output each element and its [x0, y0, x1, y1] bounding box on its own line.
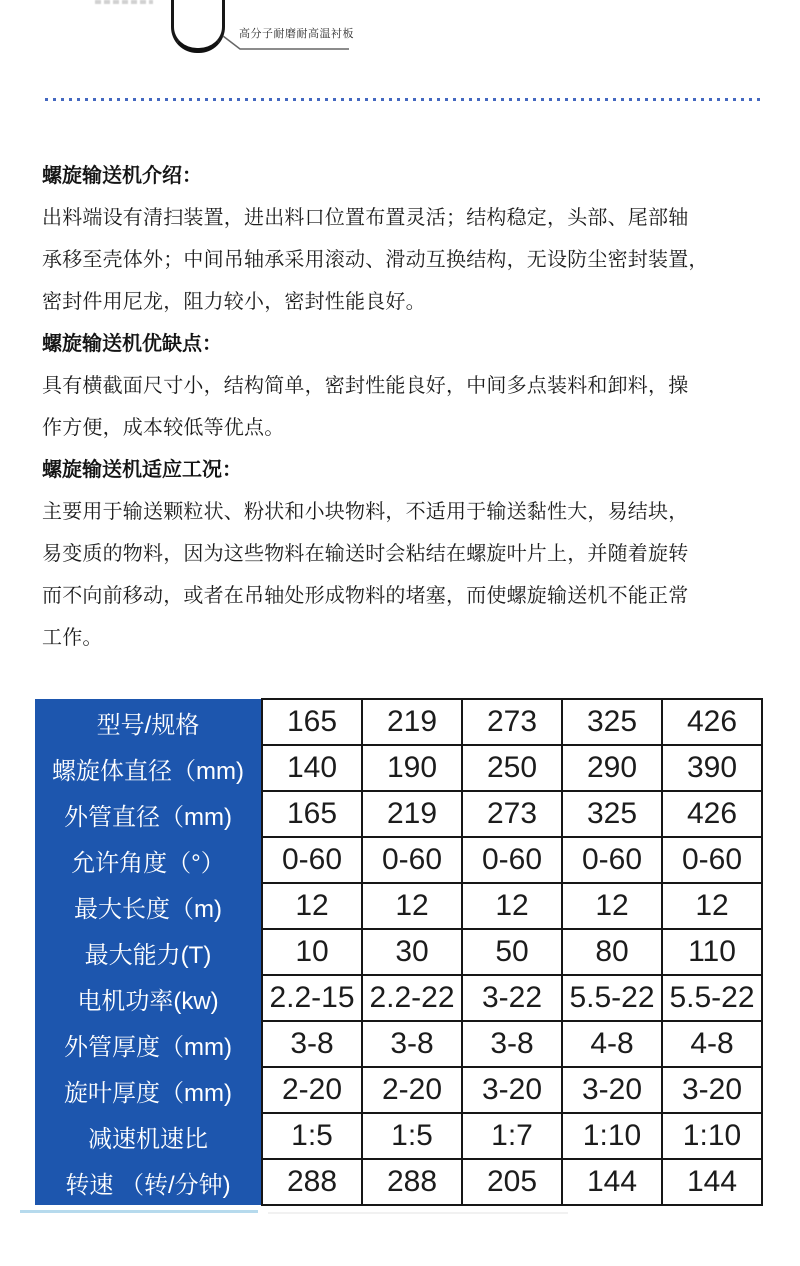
section-text-line: 出料端设有清扫装置，进出料口位置布置灵活；结构稳定，头部、尾部轴 [42, 207, 689, 229]
row-label: 允许角度（°） [35, 837, 262, 883]
spec-value-cell: 10 [262, 929, 362, 975]
spec-value-cell: 219 [362, 699, 462, 745]
row-label: 最大长度（m) [35, 883, 262, 929]
section-text-line: 具有横截面尺寸小，结构简单，密封性能良好，中间多点装料和卸料，操 [42, 375, 689, 397]
row-label: 最大能力(T) [35, 929, 262, 975]
spec-value-cell: 288 [262, 1159, 362, 1205]
spec-value-cell: 12 [662, 883, 762, 929]
spec-value-cell: 0-60 [662, 837, 762, 883]
spec-value-cell: 12 [262, 883, 362, 929]
table-row [35, 975, 762, 1021]
table-row [35, 1021, 762, 1067]
description-sections [42, 155, 766, 659]
cropped-text-fragment [95, 0, 153, 4]
row-label: 旋叶厚度（mm) [35, 1067, 262, 1113]
spec-value-cell: 0-60 [562, 837, 662, 883]
spec-value-cell: 12 [462, 883, 562, 929]
section-heading: 螺旋输送机优缺点： [42, 333, 222, 355]
spec-value-cell: 110 [662, 929, 762, 975]
spec-value-cell: 1:10 [562, 1113, 662, 1159]
spec-value-cell: 144 [662, 1159, 762, 1205]
spec-value-cell: 2-20 [362, 1067, 462, 1113]
spec-value-cell: 4-8 [662, 1021, 762, 1067]
row-label: 减速机速比 [35, 1113, 262, 1159]
spec-value-cell: 165 [262, 791, 362, 837]
spec-value-cell: 80 [562, 929, 662, 975]
spec-value-cell: 1:7 [462, 1113, 562, 1159]
table-row [35, 837, 762, 883]
table-row [35, 791, 762, 837]
spec-value-cell: 1:10 [662, 1113, 762, 1159]
spec-value-cell: 3-20 [562, 1067, 662, 1113]
spec-value-cell: 3-8 [362, 1021, 462, 1067]
table-row [35, 1113, 762, 1159]
figure-annotation-label: 高分子耐磨耐高温衬板 [239, 28, 354, 40]
spec-value-cell: 5.5-22 [662, 975, 762, 1021]
table-row [35, 1159, 762, 1205]
section-text-line: 承移至壳体外；中间吊轴承采用滚动、滑动互换结构，无设防尘密封装置， [42, 249, 709, 271]
table-row [35, 699, 762, 745]
spec-value-cell: 140 [262, 745, 362, 791]
spec-value-cell: 290 [562, 745, 662, 791]
spec-value-cell: 205 [462, 1159, 562, 1205]
spec-value-cell: 0-60 [262, 837, 362, 883]
row-label: 外管厚度（mm) [35, 1021, 262, 1067]
row-label: 转速 （转/分钟) [35, 1159, 262, 1205]
spec-value-cell: 3-22 [462, 975, 562, 1021]
section-text-line: 主要用于输送颗粒状、粉状和小块物料，不适用于输送黏性大，易结块， [42, 501, 689, 523]
spec-value-cell: 5.5-22 [562, 975, 662, 1021]
spec-value-cell: 1:5 [262, 1113, 362, 1159]
dotted-separator [45, 98, 760, 101]
table-row [35, 745, 762, 791]
spec-value-cell: 325 [562, 791, 662, 837]
spec-value-cell: 0-60 [362, 837, 462, 883]
table-row [35, 883, 762, 929]
spec-table [35, 698, 763, 1206]
spec-value-cell: 12 [362, 883, 462, 929]
spec-value-cell: 3-20 [662, 1067, 762, 1113]
spec-value-cell: 288 [362, 1159, 462, 1205]
table-row [35, 1067, 762, 1113]
spec-value-cell: 2.2-15 [262, 975, 362, 1021]
section-heading: 螺旋输送机介绍： [42, 165, 202, 187]
spec-value-cell: 2-20 [262, 1067, 362, 1113]
section-text-line: 作方便，成本较低等优点。 [42, 417, 285, 439]
spec-value-cell: 165 [262, 699, 362, 745]
section-text-line: 工作。 [42, 627, 103, 649]
spec-value-cell: 1:5 [362, 1113, 462, 1159]
spec-value-cell: 219 [362, 791, 462, 837]
spec-value-cell: 0-60 [462, 837, 562, 883]
spec-value-cell: 3-8 [262, 1021, 362, 1067]
spec-value-cell: 190 [362, 745, 462, 791]
spec-value-cell: 273 [462, 791, 562, 837]
spec-value-cell: 250 [462, 745, 562, 791]
spec-value-cell: 390 [662, 745, 762, 791]
spec-value-cell: 426 [662, 699, 762, 745]
table-row [35, 929, 762, 975]
section-text-line: 密封件用尼龙，阻力较小，密封性能良好。 [42, 291, 426, 313]
spec-value-cell: 12 [562, 883, 662, 929]
row-label: 螺旋体直径（mm) [35, 745, 262, 791]
section-text-line: 易变质的物料，因为这些物料在输送时会粘结在螺旋叶片上，并随着旋转 [42, 543, 689, 565]
section-text-line: 而不向前移动，或者在吊轴处形成物料的堵塞，而使螺旋输送机不能正常 [42, 585, 689, 607]
spec-value-cell: 3-20 [462, 1067, 562, 1113]
spec-value-cell: 30 [362, 929, 462, 975]
spec-table-wrap [35, 698, 763, 1206]
row-label: 电机功率(kw) [35, 975, 262, 1021]
spec-value-cell: 2.2-22 [362, 975, 462, 1021]
spec-value-cell: 4-8 [562, 1021, 662, 1067]
row-label: 型号/规格 [35, 699, 262, 745]
trough-outline-shape [171, 0, 225, 53]
spec-value-cell: 426 [662, 791, 762, 837]
spec-value-cell: 3-8 [462, 1021, 562, 1067]
spec-value-cell: 325 [562, 699, 662, 745]
spec-value-cell: 144 [562, 1159, 662, 1205]
conveyor-cross-section-figure [0, 0, 800, 70]
spec-value-cell: 50 [462, 929, 562, 975]
row-label: 外管直径（mm) [35, 791, 262, 837]
spec-value-cell: 273 [462, 699, 562, 745]
section-heading: 螺旋输送机适应工况： [42, 459, 242, 481]
cropped-watermark-smudge [268, 1212, 568, 1214]
next-block-cropped-edge [20, 1210, 258, 1213]
